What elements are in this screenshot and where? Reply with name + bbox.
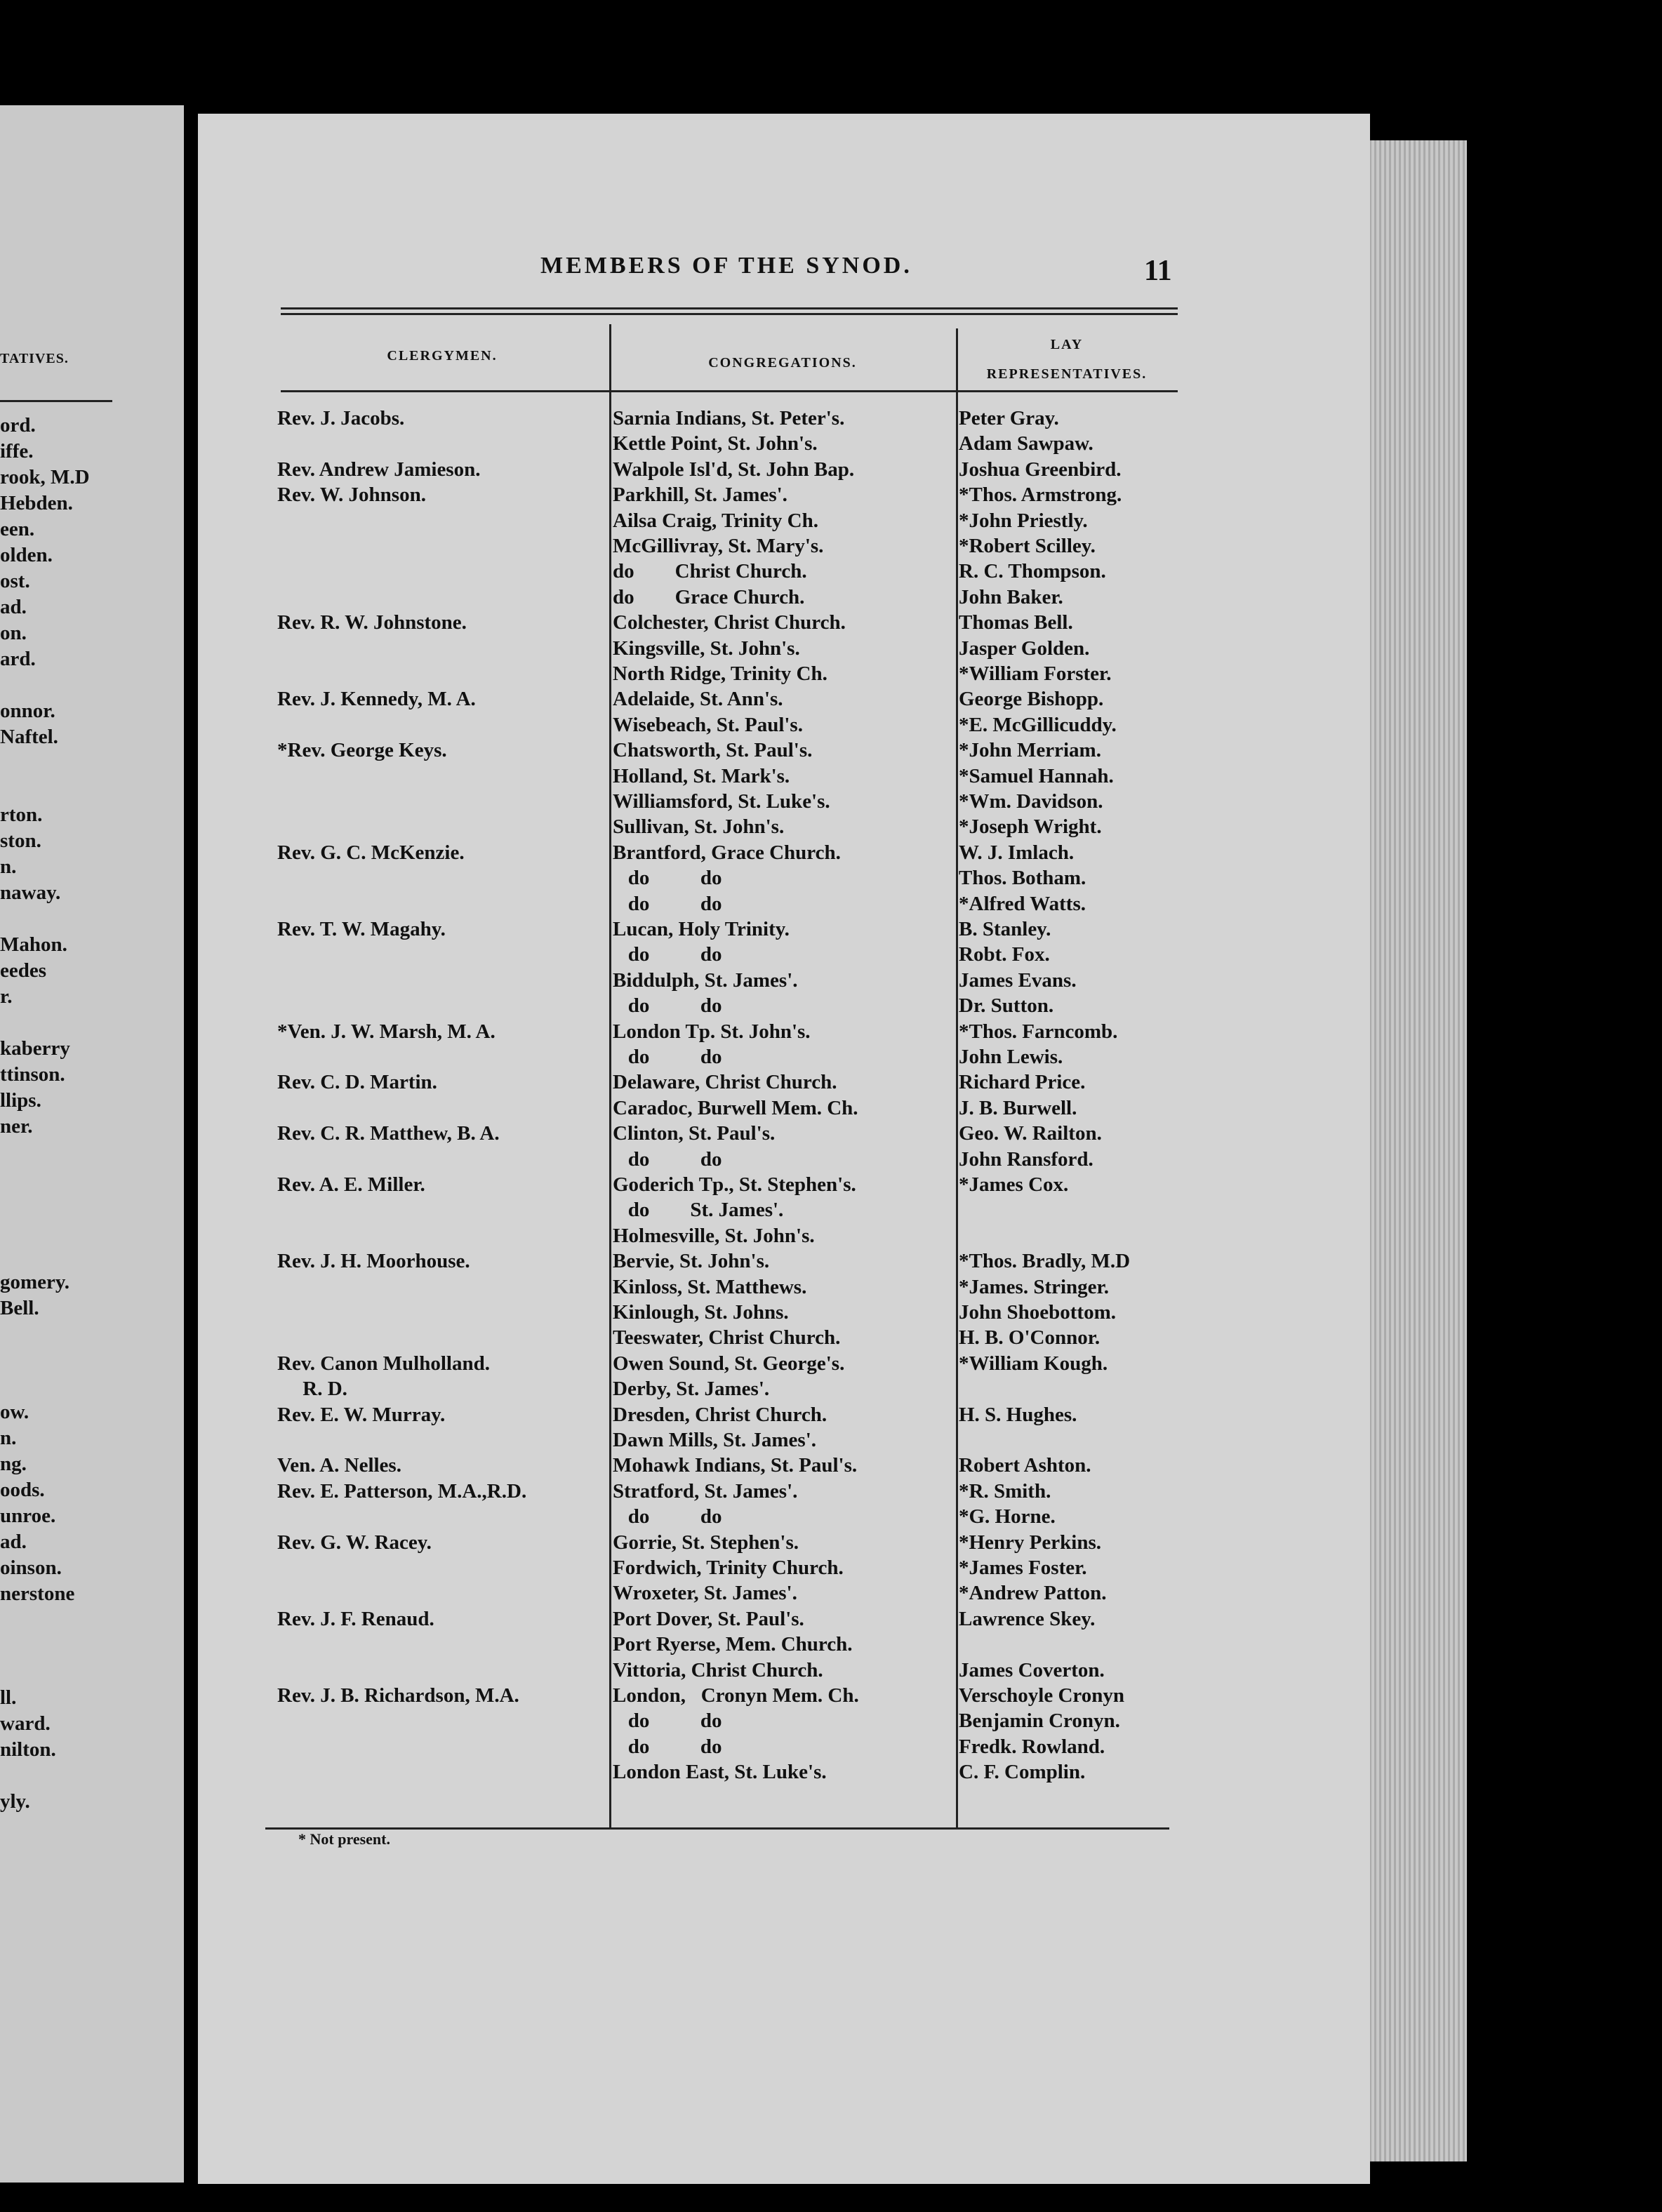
- clergyman-cell: Rev. R. W. Johnstone.: [277, 611, 467, 634]
- congregation-cell: Holmesville, St. John's.: [613, 1224, 815, 1247]
- clergyman-cell: Rev. J. B. Richardson, M.A.: [277, 1684, 519, 1707]
- column-divider-2: [956, 328, 958, 1830]
- congregation-cell: do Grace Church.: [613, 585, 805, 608]
- lay-representative-cell: *John Priestly.: [959, 509, 1088, 532]
- left-page-header: TATIVES.: [0, 351, 69, 366]
- congregation-cell: Port Dover, St. Paul's.: [613, 1607, 804, 1630]
- lay-representative-cell: H. S. Hughes.: [959, 1403, 1077, 1426]
- lay-representative-cell: Peter Gray.: [959, 407, 1059, 429]
- lay-representative-cell: John Ransford.: [959, 1147, 1093, 1171]
- lay-representative-cell: John Baker.: [959, 585, 1063, 608]
- left-page-line: gomery.: [0, 1271, 70, 1293]
- clergyman-cell: Rev. J. Kennedy, M. A.: [277, 688, 476, 711]
- congregation-cell: Dresden, Christ Church.: [613, 1403, 827, 1426]
- lay-representative-cell: *John Merriam.: [959, 739, 1101, 762]
- page-edges: [1355, 140, 1467, 2161]
- lay-representative-cell: *James. Stringer.: [959, 1275, 1109, 1298]
- congregation-cell: Dawn Mills, St. James'.: [613, 1429, 816, 1451]
- lay-representative-cell: John Lewis.: [959, 1046, 1063, 1068]
- left-page-line: unroe.: [0, 1505, 56, 1527]
- top-rule: [281, 307, 1178, 309]
- congregation-cell: Ailsa Craig, Trinity Ch.: [613, 509, 818, 532]
- lay-representative-cell: James Evans.: [959, 968, 1077, 992]
- lay-representative-cell: James Coverton.: [959, 1658, 1105, 1681]
- congregation-cell: Biddulph, St. James'.: [613, 968, 798, 992]
- lay-representative-cell: *James Cox.: [959, 1173, 1069, 1196]
- congregation-cell: Brantford, Grace Church.: [613, 841, 841, 864]
- lay-representative-cell: Fredk. Rowland.: [959, 1735, 1105, 1758]
- lay-representative-cell: Jasper Golden.: [959, 637, 1090, 660]
- congregation-cell: Williamsford, St. Luke's.: [613, 790, 830, 813]
- lay-representative-cell: Robert Ashton.: [959, 1454, 1091, 1477]
- congregation-cell: Clinton, St. Paul's.: [613, 1122, 776, 1145]
- lay-representative-cell: John Shoebottom.: [959, 1301, 1116, 1324]
- left-page-line: ad.: [0, 1531, 27, 1553]
- left-page-line: yly.: [0, 1790, 30, 1813]
- page-title: MEMBERS OF THE SYNOD.: [540, 253, 912, 279]
- clergyman-cell: Rev. W. Johnson.: [277, 484, 426, 507]
- lay-representative-cell: Adam Sawpaw.: [959, 432, 1093, 455]
- left-page-line: rook, M.D: [0, 466, 90, 488]
- congregation-cell: Owen Sound, St. George's.: [613, 1352, 845, 1375]
- congregation-cell: London Tp. St. John's.: [613, 1020, 811, 1043]
- lay-representative-cell: *Wm. Davidson.: [959, 790, 1103, 813]
- clergyman-cell: *Ven. J. W. Marsh, M. A.: [277, 1020, 496, 1043]
- congregation-cell: do do: [613, 1147, 722, 1171]
- lay-representative-cell: Richard Price.: [959, 1071, 1086, 1094]
- header-rule: [281, 390, 1178, 392]
- lay-representative-cell: *Thos. Armstrong.: [959, 484, 1122, 507]
- lay-representative-cell: *Henry Perkins.: [959, 1531, 1101, 1554]
- congregation-cell: Sullivan, St. John's.: [613, 815, 785, 839]
- congregation-cell: Vittoria, Christ Church.: [613, 1658, 823, 1681]
- lay-representative-cell: *R. Smith.: [959, 1479, 1051, 1503]
- congregation-cell: Kinlough, St. Johns.: [613, 1301, 789, 1324]
- lay-representative-cell: *G. Horne.: [959, 1505, 1056, 1528]
- congregation-cell: Gorrie, St. Stephen's.: [613, 1531, 799, 1554]
- lay-representative-cell: R. C. Thompson.: [959, 560, 1106, 583]
- lay-representative-cell: *Joseph Wright.: [959, 815, 1102, 839]
- lay-representative-cell: *William Kough.: [959, 1352, 1108, 1375]
- lay-representative-cell: *Samuel Hannah.: [959, 764, 1114, 787]
- left-page-line: olden.: [0, 544, 53, 566]
- lay-representative-cell: Robt. Fox.: [959, 943, 1050, 966]
- lay-representative-cell: *Alfred Watts.: [959, 892, 1086, 915]
- column-divider-1: [609, 324, 611, 1830]
- congregation-cell: Kingsville, St. John's.: [613, 637, 800, 660]
- congregation-cell: Holland, St. Mark's.: [613, 764, 790, 787]
- lay-representative-cell: Benjamin Cronyn.: [959, 1710, 1120, 1733]
- congregation-cell: do do: [613, 943, 722, 966]
- lay-representative-cell: B. Stanley.: [959, 918, 1051, 940]
- congregation-cell: Goderich Tp., St. Stephen's.: [613, 1173, 856, 1196]
- clergyman-cell: *Rev. George Keys.: [277, 739, 447, 762]
- left-page-fragment: [0, 105, 184, 2183]
- congregation-cell: Mohawk Indians, St. Paul's.: [613, 1454, 858, 1477]
- congregation-cell: do do: [613, 867, 722, 890]
- left-page-line: ad.: [0, 596, 27, 618]
- clergyman-cell: Ven. A. Nelles.: [277, 1454, 401, 1477]
- lay-representative-cell: Thomas Bell.: [959, 611, 1073, 634]
- congregation-cell: Parkhill, St. James'.: [613, 484, 787, 507]
- left-page-line: ng.: [0, 1453, 27, 1475]
- congregation-cell: Delaware, Christ Church.: [613, 1071, 837, 1094]
- congregation-cell: Caradoc, Burwell Mem. Ch.: [613, 1096, 858, 1119]
- clergyman-cell: Rev. T. W. Magahy.: [277, 918, 446, 940]
- left-page-line: onnor.: [0, 700, 55, 722]
- lay-representative-cell: W. J. Imlach.: [959, 841, 1075, 864]
- congregation-cell: London, Cronyn Mem. Ch.: [613, 1684, 859, 1707]
- left-page-line: Bell.: [0, 1297, 39, 1319]
- congregation-cell: London East, St. Luke's.: [613, 1761, 827, 1784]
- lay-representative-cell: Joshua Greenbird.: [959, 458, 1122, 481]
- clergyman-cell: Rev. J. Jacobs.: [277, 407, 405, 429]
- congregation-cell: Walpole Isl'd, St. John Bap.: [613, 458, 855, 481]
- lay-representative-cell: *Thos. Farncomb.: [959, 1020, 1118, 1043]
- lay-representative-cell: Geo. W. Railton.: [959, 1122, 1102, 1145]
- congregation-cell: Port Ryerse, Mem. Church.: [613, 1633, 853, 1656]
- left-page-line: Naftel.: [0, 726, 58, 748]
- left-page-line: ord.: [0, 414, 36, 437]
- lay-representative-cell: *Andrew Patton.: [959, 1582, 1107, 1605]
- lay-representative-cell: Verschoyle Cronyn: [959, 1684, 1125, 1707]
- footnote: * Not present.: [298, 1830, 390, 1848]
- clergyman-cell: Rev. C. R. Matthew, B. A.: [277, 1122, 500, 1145]
- clergyman-cell: R. D.: [277, 1378, 347, 1401]
- left-page-line: ward.: [0, 1712, 51, 1735]
- congregation-cell: Fordwich, Trinity Church.: [613, 1557, 844, 1579]
- lay-representative-cell: *William Forster.: [959, 662, 1112, 685]
- left-page-line: llips.: [0, 1089, 41, 1112]
- congregation-cell: do do: [613, 994, 722, 1018]
- congregation-cell: Sarnia Indians, St. Peter's.: [613, 407, 845, 429]
- left-page-line: een.: [0, 518, 35, 540]
- clergyman-cell: Rev. Andrew Jamieson.: [277, 458, 481, 481]
- left-page-line: kaberry: [0, 1037, 70, 1060]
- congregation-cell: Derby, St. James'.: [613, 1378, 770, 1401]
- congregation-cell: do do: [613, 1505, 722, 1528]
- congregation-cell: Wisebeach, St. Paul's.: [613, 713, 803, 736]
- clergyman-cell: Rev. C. D. Martin.: [277, 1071, 437, 1094]
- left-page-line: ston.: [0, 830, 41, 852]
- clergyman-cell: Rev. Canon Mulholland.: [277, 1352, 490, 1375]
- left-page-line: ard.: [0, 648, 36, 670]
- congregation-cell: Stratford, St. James'.: [613, 1479, 798, 1503]
- left-page-line: ost.: [0, 570, 30, 592]
- column-header-lay-line2: REPRESENTATIVES.: [986, 366, 1148, 382]
- left-page-line: oods.: [0, 1479, 45, 1501]
- left-page-line: n.: [0, 855, 17, 878]
- left-page-line: Mahon.: [0, 933, 67, 956]
- congregation-cell: Kettle Point, St. John's.: [613, 432, 818, 455]
- left-page-line: ow.: [0, 1401, 29, 1423]
- lay-representative-cell: George Bishopp.: [959, 688, 1104, 711]
- lay-representative-cell: Lawrence Skey.: [959, 1607, 1096, 1630]
- left-page-line: ner.: [0, 1115, 33, 1138]
- left-page-line: on.: [0, 622, 27, 644]
- clergyman-cell: Rev. J. F. Renaud.: [277, 1607, 434, 1630]
- lay-representative-cell: C. F. Complin.: [959, 1761, 1086, 1784]
- lay-representative-cell: *James Foster.: [959, 1557, 1087, 1579]
- lay-representative-cell: *Thos. Bradly, M.D: [959, 1250, 1131, 1273]
- congregation-cell: do do: [613, 1735, 722, 1758]
- left-page-line: nerstone: [0, 1583, 75, 1605]
- clergyman-cell: Rev. J. H. Moorhouse.: [277, 1250, 470, 1273]
- column-header-congregations: CONGREGATIONS.: [708, 355, 857, 371]
- left-page-rule: [0, 400, 112, 402]
- congregation-cell: Wroxeter, St. James'.: [613, 1582, 797, 1605]
- left-page-line: n.: [0, 1427, 17, 1449]
- congregation-cell: Bervie, St. John's.: [613, 1250, 770, 1273]
- left-page-line: rton.: [0, 804, 43, 826]
- congregation-cell: Kinloss, St. Matthews.: [613, 1275, 807, 1298]
- clergyman-cell: Rev. A. E. Miller.: [277, 1173, 425, 1196]
- column-header-lay-line1: LAY: [1050, 337, 1084, 352]
- left-page-line: Hebden.: [0, 492, 73, 514]
- top-rule-2: [281, 313, 1178, 315]
- left-page-line: eedes: [0, 959, 47, 982]
- congregation-cell: Chatsworth, St. Paul's.: [613, 739, 813, 762]
- congregation-cell: do do: [613, 1046, 722, 1068]
- bottom-rule: [265, 1827, 1169, 1830]
- clergyman-cell: Rev. G. W. Racey.: [277, 1531, 432, 1554]
- clergyman-cell: Rev. E. W. Murray.: [277, 1403, 446, 1426]
- congregation-cell: do do: [613, 892, 722, 915]
- left-page-line: nilton.: [0, 1738, 56, 1761]
- congregation-cell: do St. James'.: [613, 1199, 784, 1222]
- congregation-cell: McGillivray, St. Mary's.: [613, 535, 824, 557]
- column-header-clergymen: CLERGYMEN.: [387, 348, 498, 364]
- congregation-cell: Colchester, Christ Church.: [613, 611, 846, 634]
- page-number: 11: [1144, 255, 1172, 287]
- congregation-cell: Lucan, Holy Trinity.: [613, 918, 790, 940]
- clergyman-cell: Rev. E. Patterson, M.A.,R.D.: [277, 1479, 527, 1503]
- left-page-line: ttinson.: [0, 1063, 65, 1086]
- congregation-cell: North Ridge, Trinity Ch.: [613, 662, 827, 685]
- congregation-cell: Adelaide, St. Ann's.: [613, 688, 783, 711]
- lay-representative-cell: H. B. O'Connor.: [959, 1326, 1101, 1350]
- lay-representative-cell: *Robert Scilley.: [959, 535, 1096, 557]
- left-page-line: naway.: [0, 881, 61, 904]
- congregation-cell: do Christ Church.: [613, 560, 807, 583]
- left-page-line: oinson.: [0, 1557, 62, 1579]
- left-page-line: r.: [0, 985, 13, 1008]
- lay-representative-cell: Dr. Sutton.: [959, 994, 1054, 1018]
- congregation-cell: Teeswater, Christ Church.: [613, 1326, 841, 1350]
- lay-representative-cell: *E. McGillicuddy.: [959, 713, 1117, 736]
- left-page-line: ll.: [0, 1686, 17, 1709]
- congregation-cell: do do: [613, 1710, 722, 1733]
- left-page-line: iffe.: [0, 440, 34, 462]
- lay-representative-cell: J. B. Burwell.: [959, 1096, 1077, 1119]
- lay-representative-cell: Thos. Botham.: [959, 867, 1086, 890]
- clergyman-cell: Rev. G. C. McKenzie.: [277, 841, 465, 864]
